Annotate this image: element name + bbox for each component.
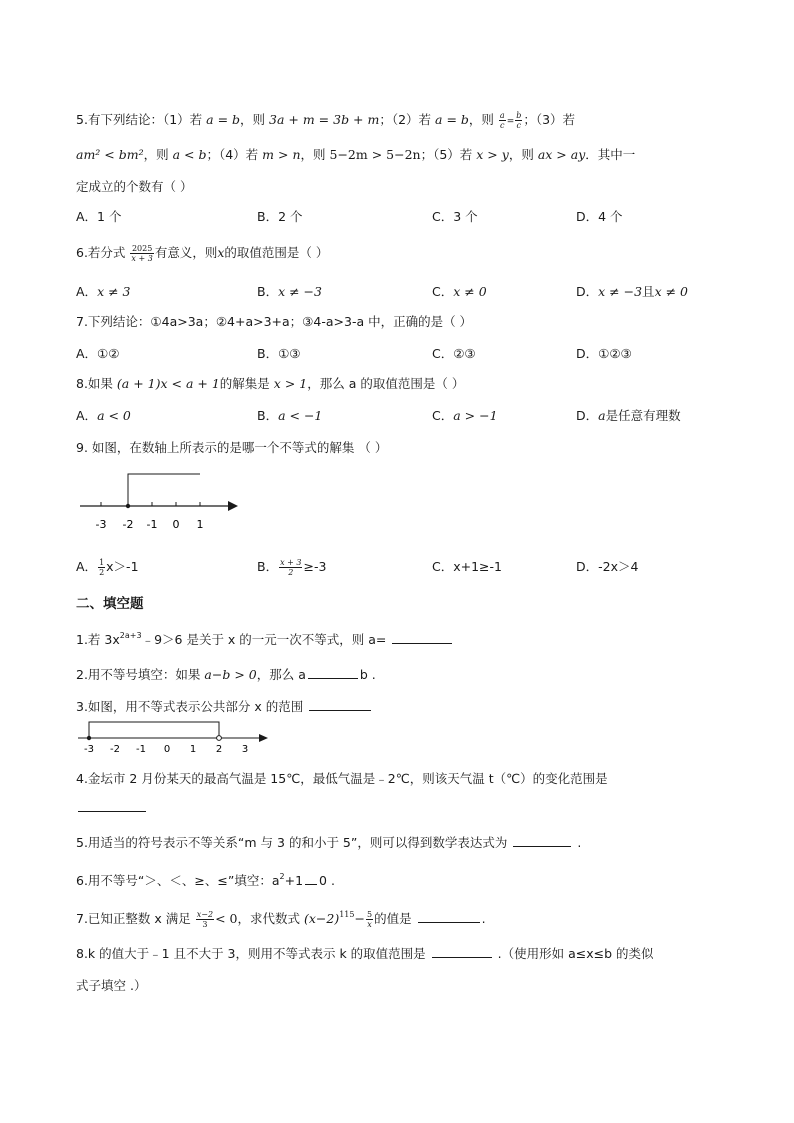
q5-line2: am² < bm²，则 a < b；（4）若 m > n，则 5−2m > 5−2n；（5）若 x > y，则 ax > ay．其中一 xyxy=(76,147,636,162)
q9-option-a[interactable]: A． $\frac{1}{2}$ x＞-1 xyxy=(76,558,139,577)
q7-stem: 7.下列结论：①4a>3a；②4+a>3+a；③4-a>3-a 中，正确的是（ ） xyxy=(76,314,473,329)
q8-option-c[interactable]: C．a > −1 xyxy=(432,408,498,423)
q5-option-b[interactable]: B．2 个 xyxy=(257,209,303,224)
tick-label: 3 xyxy=(241,744,249,755)
q9-option-b[interactable]: B． $\frac{x + 3}{2}$ ≥-3 xyxy=(257,558,327,577)
f3-number-line xyxy=(74,716,274,756)
fill-4: 4.金坛市 2 月份某天的最高气温是 15℃，最低气温是﹣2℃，则该天气温 t（℃）的变化范围是 xyxy=(76,771,608,786)
answer-blank[interactable] xyxy=(392,642,452,644)
fill-8-line1: 8.k 的值大于﹣1 且不大于 3，则用不等式表示 k 的取值范围是 .（使用形如 a≤x≤b 的类似 xyxy=(76,946,654,961)
q5-option-a[interactable]: A．1 个 xyxy=(76,209,122,224)
fraction-a-over-c: $\frac{a}{c}$ xyxy=(499,111,505,130)
solution-bracket xyxy=(128,474,200,506)
open-point xyxy=(217,736,222,741)
answer-blank[interactable] xyxy=(432,956,492,958)
q6-option-c[interactable]: C．x ≠ 0 xyxy=(432,284,487,299)
fill-4-blank-line xyxy=(76,800,148,815)
fill-2: 2.用不等号填空：如果 a−b > 0，那么 a b . xyxy=(76,667,376,682)
q5-line3: 定成立的个数有（ ） xyxy=(76,179,193,194)
tick-label: 1 xyxy=(196,518,204,531)
q6-option-d[interactable]: D．x ≠ −3且x ≠ 0 xyxy=(576,284,688,299)
tick-label: 1 xyxy=(189,744,197,755)
answer-blank[interactable] xyxy=(513,845,571,847)
fraction-b-over-c: $\frac{b}{c}$ xyxy=(516,111,522,130)
q6-option-a[interactable]: A．x ≠ 3 xyxy=(76,284,131,299)
q5-option-d[interactable]: D．4 个 xyxy=(576,209,623,224)
answer-blank[interactable] xyxy=(78,810,146,812)
fraction-2025-over-x-plus-3: $\frac{2025}{x + 3}$ xyxy=(131,244,153,263)
answer-blank[interactable] xyxy=(309,709,371,711)
tick-label: -1 xyxy=(146,518,158,531)
q8-stem: 8.如果 (a + 1)x < a + 1的解集是 x > 1，那么 a 的取值范围是（ ） xyxy=(76,376,465,391)
fill-1: 1.若 $3x^{2a+3}﹣9>6$ 是关于 x 的一元一次不等式，则 a= xyxy=(76,630,454,648)
q6-option-b[interactable]: B．x ≠ −3 xyxy=(257,284,322,299)
q8-option-d[interactable]: D．a是任意有理数 xyxy=(576,408,681,423)
q5-line1: 5.有下列结论：（1）若 a = b，则 3a + m = 3b + m；（2）若 a = b，则 $\frac{a}{c}$ = $\frac{b}{c}$ ；（3）若 xyxy=(76,111,576,130)
q9-option-c[interactable]: C．x+1≥-1 xyxy=(432,559,502,574)
fill-3: 3.如图，用不等式表示公共部分 x 的范围 xyxy=(76,697,373,715)
tick-label: -3 xyxy=(95,518,107,531)
tick-label: 0 xyxy=(163,744,171,755)
closed-point xyxy=(87,736,91,740)
q8-option-b[interactable]: B．a < −1 xyxy=(257,408,323,423)
closed-point xyxy=(126,504,130,508)
fill-6: 6.用不等号“＞、＜、≥、≤”填空：$a^2+1$ 0 . xyxy=(76,872,335,888)
q9-option-d[interactable]: D．-2x＞4 xyxy=(576,559,639,574)
q8-option-a[interactable]: A．a < 0 xyxy=(76,408,131,423)
q7-option-c[interactable]: C．②③ xyxy=(432,346,476,361)
tick-label: -2 xyxy=(122,518,134,531)
q5-option-c[interactable]: C．3 个 xyxy=(432,209,478,224)
fill-5: 5.用适当的符号表示不等关系“m 与 3 的和小于 5”，则可以得到数学表达式为 . xyxy=(76,835,582,850)
answer-blank[interactable] xyxy=(308,677,358,679)
answer-blank[interactable] xyxy=(305,883,317,885)
section-title: 二、填空题 xyxy=(76,596,144,612)
q7-option-a[interactable]: A．①② xyxy=(76,346,120,361)
tick-label: -2 xyxy=(110,744,120,755)
tick-label: -1 xyxy=(136,744,146,755)
arrow-right-icon xyxy=(259,734,268,742)
q9-number-line xyxy=(70,468,250,538)
fill-7: 7.已知正整数 x 满足 $\frac{x-2}{3}$ < 0，求代数式 $(x-2)^{115}-$ $\frac{5}{x}$ 的值是 . xyxy=(76,910,486,929)
arrow-right-icon xyxy=(228,501,238,511)
tick-label: 2 xyxy=(215,744,223,755)
q6-stem: 6.若分式 $\frac{2025}{x + 3}$ 有意义，则x的取值范围是（ ） xyxy=(76,244,329,263)
q7-option-d[interactable]: D．①②③ xyxy=(576,346,632,361)
tick-label: -3 xyxy=(84,744,94,755)
range-bracket xyxy=(89,722,219,738)
answer-blank[interactable] xyxy=(418,921,480,923)
q9-stem: 9. 如图，在数轴上所表示的是哪一个不等式的解集 （ ） xyxy=(76,440,388,455)
tick-label: 0 xyxy=(172,518,180,531)
q7-option-b[interactable]: B．①③ xyxy=(257,346,301,361)
fill-8-line2: 式子填空 .） xyxy=(76,978,147,993)
